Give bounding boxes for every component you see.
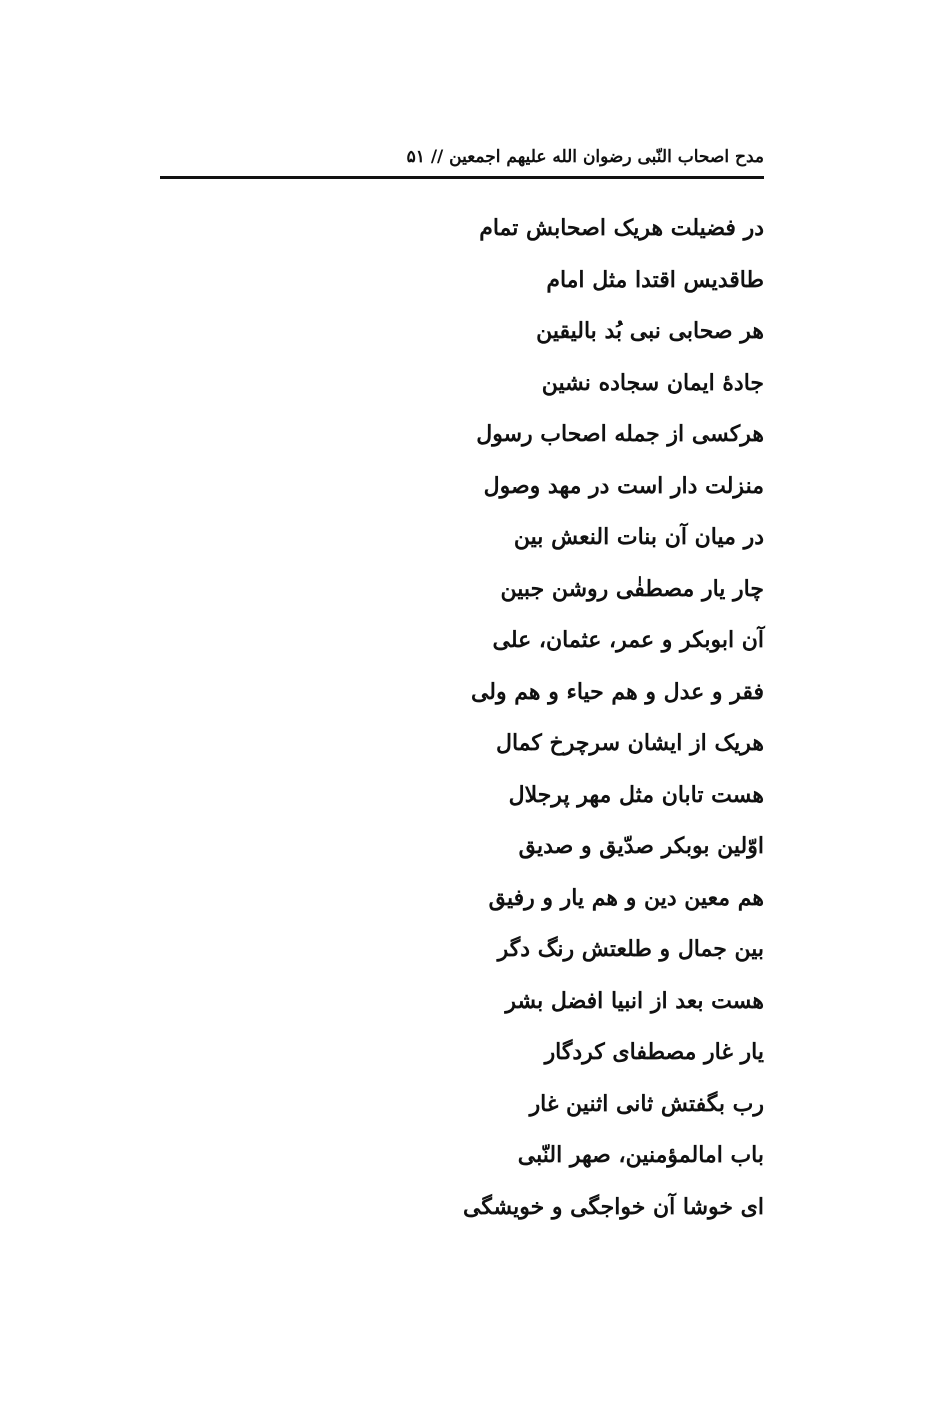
- verse-line: در فضیلت هریک اصحابش تمام: [479, 215, 764, 241]
- verse-line: باب امالمؤمنین، صهر النّبی: [517, 1142, 764, 1168]
- verse-line: یار غار مصطفای کردگار: [544, 1039, 764, 1065]
- verse-line: رب بگفتش ثانی اثنین غار: [529, 1090, 764, 1117]
- verse-line: هم معین دین و هم یار و رفیق: [488, 884, 764, 911]
- verse-line: هست تابان مثل مهر پرجلال: [508, 781, 764, 808]
- verse-line: هرکسی از جمله اصحاب رسول: [476, 421, 764, 447]
- verse-line: منزلت دار است در مهد وصول: [483, 472, 764, 499]
- verse-line: اوّلین بوبکر صدّیق و صدیق: [518, 833, 764, 859]
- verse-line: جادۀ ایمان سجاده نشین: [541, 369, 764, 396]
- verse-line: ای خوشا آن خواجگی و خویشگی: [463, 1193, 764, 1220]
- verse-line: بین جمال و طلعتش رنگ دگر: [497, 936, 764, 962]
- verse-line: هریک از ایشان سرچرخ کمال: [495, 730, 764, 756]
- poem-verses: [380, 206, 764, 1236]
- running-header: مدح اصحاب النّبی رضوان الله علیهم اجمعین // ۵۱: [406, 147, 764, 167]
- verse-line: طاقدیس اقتدا مثل امام: [546, 266, 764, 293]
- verse-line: هست بعد از انبیا افضل بشر: [505, 987, 764, 1014]
- verse-line: چار یار مصطفٰی روشن جبین: [500, 575, 764, 602]
- verse-line: فقر و عدل و هم حیاء و هم ولی: [470, 678, 764, 705]
- header-rule: [160, 176, 764, 179]
- verse-line: آن ابوبکر و عمر، عثمان، علی: [492, 627, 764, 653]
- verse-line: در میان آن بنات النعش بین: [513, 524, 764, 550]
- verse-line: هر صحابی نبی بُد بالیقین: [536, 318, 764, 344]
